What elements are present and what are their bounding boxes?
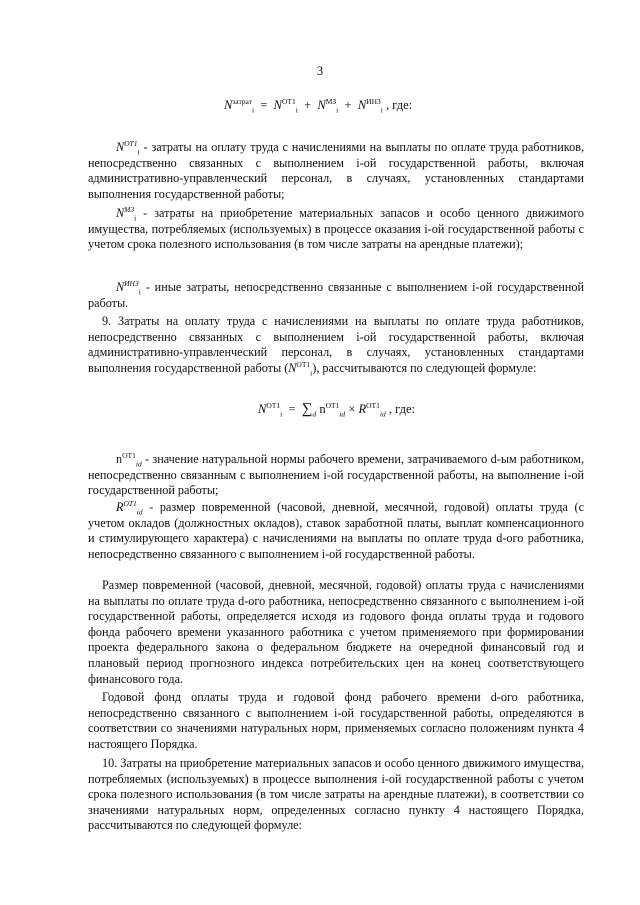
formula-total-costs: $N^{затрат}_i = N^{ОТ1}_i + N^{МЗ}_i + N^{ИНЗ}_i$ , где:	[224, 96, 413, 115]
definition-natural-norm: $n^{ОТ1}_{id}$ - значение натуральной нормы рабочего времени, затрачиваемого d-ым работником, непосредственно связанным с выполнением i-ой государственной работы, на выполнение i-ой государственной работы;	[88, 450, 584, 498]
definition-labor-costs: $N^{ОТ1}_i$ - затраты на оплату труда с начислениями на выплаты по оплате труда работников, непосредственно связанных с выполнением i-ой государственной работы, включая административно-управленческий персонал, в случаях, установленных стандартами выполнения государственной работы;	[88, 138, 584, 201]
formula-where: , где:	[385, 98, 413, 112]
paragraph-wage-size: Размер повременной (часовой, дневной, месячной, годовой) оплаты труда с начислениями на выплаты по оплате труда d-ого работника, непосредственно связанного с выполнением i-ой государственной работы, определяется исходя из годового фонда оплаты труда и годового фонда рабочего времени указанного работника с учетом применяемого при формировании проекта федерального закона о федеральном бюджете на очередной финансовый год и плановый период прогнозного индекса потребительских цен на конец соответствующего финансового года.	[88, 578, 584, 686]
variable-symbol: $R^{ОТ1}_{id}$	[116, 498, 143, 517]
definition-wage-rate: $R^{ОТ1}_{id}$ - размер повременной (часовой, дневной, месячной, годовой) оплаты труда (с учетом окладов (должностных окладов), ставок заработной платы, выплат компенсационного и стимулирующего характера) с начислениями на выплаты по оплате труда d-ого работника, непосредственно связанного с выполнением i-ой государственной работы.	[88, 498, 584, 561]
paragraph-annual-fund: Годовой фонд оплаты труда и годовой фонд рабочего времени d-ого работника, непосредственно связанного с выполнением i-ой государственной работы, определяются в соответствии со значениями натуральных норм, применяемых согласно положениям пункта 4 настоящего Порядка.	[88, 690, 584, 751]
page-number: 3	[316, 64, 324, 78]
paragraph-9: 9. Затраты на оплату труда с начислениями на выплаты по оплате труда работников, непосредственно связанных с выполнением i-ой государственной работы, включая административно-управленческий персонал, в случаях, установленных стандартами выполнения государственной работы $(N^{ОТ1}_i)$, рассчитываются по следующей формуле:	[88, 314, 584, 378]
variable-symbol: $N^{ОТ1}_i$	[288, 359, 313, 378]
formula-where: , где:	[388, 402, 415, 416]
formula-labor-costs: $N^{ОТ1}_i = \sum_d$ $n^{ОТ1}_{id} \times R^{ОТ1}_{id}$ , где:	[258, 400, 415, 419]
sum-symbol: ∑	[301, 401, 313, 417]
variable-symbol: $n^{ОТ1}_{id}$	[116, 450, 142, 469]
definition-other-costs: $N^{ИНЗ}_i$ - иные затраты, непосредственно связанные с выполнением i-ой государственной работы.	[88, 278, 584, 310]
definition-material-costs: $N^{МЗ}_i$ - затраты на приобретение материальных запасов и особо ценного движимого имущества, потребляемых (используемых) в процессе оказания i-ой государственной работы с учетом срока полезного использования (в том числе затраты на арендные платежи);	[88, 204, 584, 252]
variable-symbol: $N^{ОТ1}_i$	[116, 138, 140, 157]
paragraph-10: 10. Затраты на приобретение материальных запасов и особо ценного движимого имущества, потребляемых (используемых) в процессе выполнения i-ой государственной работы с учетом срока полезного использования (в том числе затраты на арендные платежи), в соответствии со значениями натуральных норм, определенных согласно пункту 4 настоящего Порядка, рассчитываются по следующей формуле:	[88, 756, 584, 833]
formula-symbol: N	[224, 98, 233, 112]
variable-symbol: $N^{МЗ}_i$	[116, 204, 137, 223]
variable-symbol: $N^{ИНЗ}_i$	[116, 278, 141, 297]
